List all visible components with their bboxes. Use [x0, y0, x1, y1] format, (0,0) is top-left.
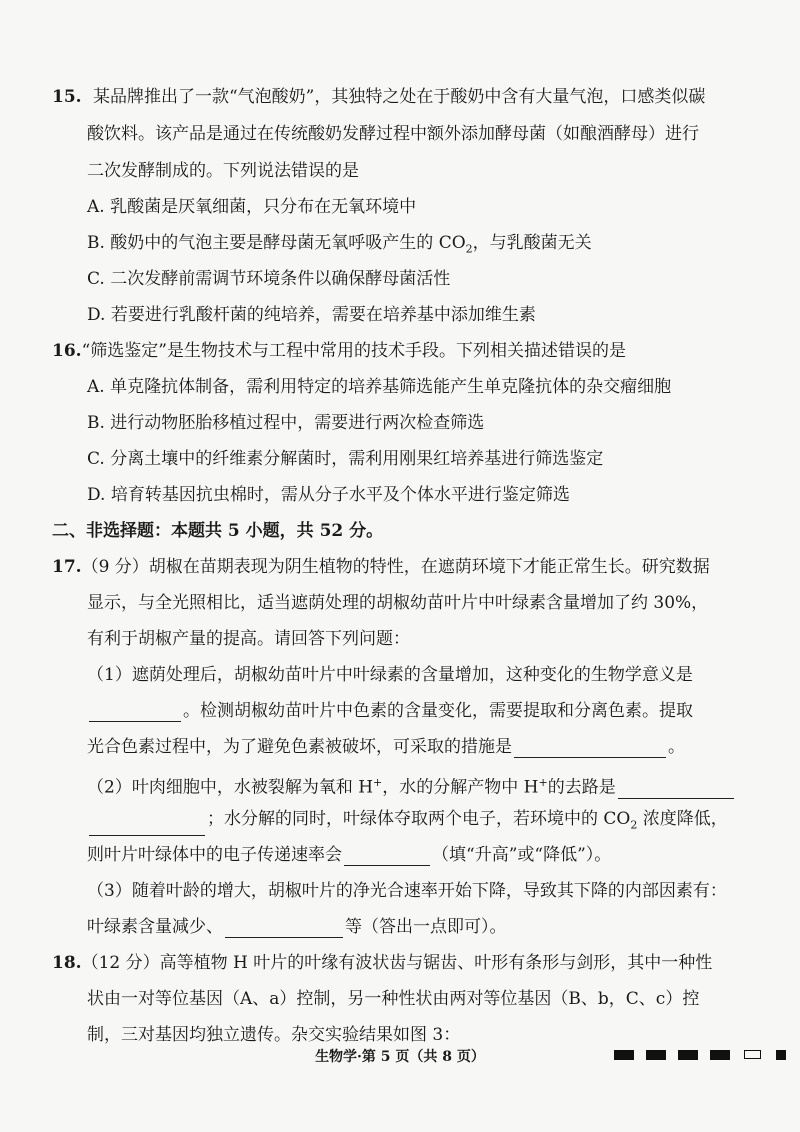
answer-blank[interactable] — [89, 703, 181, 722]
q16-option-b: B. 进行动物胚胎移植过程中，需要进行两次检查筛选 — [87, 413, 485, 433]
q15-option-a: A. 乳酸菌是厌氧细菌，只分布在无氧环境中 — [87, 197, 417, 217]
q17-part2-line-3: 则叶片叶绿体中的电子传递速率会 （填“升高”或“降低”）。 — [87, 845, 612, 865]
q16-number: 16. — [52, 341, 82, 361]
scan-mark — [646, 1050, 666, 1060]
q17-part1-line-1: （1）遮荫处理后，胡椒幼苗叶片中叶绿素的含量增加，这种变化的生物学意义是 — [87, 665, 693, 685]
q15-number: 15. — [52, 87, 82, 107]
q17-stem-line-2: 显示，与全光照相比，适当遮荫处理的胡椒幼苗叶片中叶绿素含量增加了约 30%， — [87, 593, 709, 613]
scan-mark — [614, 1050, 634, 1060]
q17-part3-line-1: （3）随着叶龄的增大，胡椒叶片的净光合速率开始下降，导致其下降的内部因素有： — [87, 881, 727, 901]
scan-mark — [678, 1050, 698, 1060]
answer-blank[interactable] — [344, 847, 430, 866]
q15-option-d: D. 若要进行乳酸杆菌的纯培养，需要在培养基中添加维生素 — [87, 305, 536, 325]
q15-stem-line-1: 15. 某品牌推出了一款“气泡酸奶”，其独特之处在于酸奶中含有大量气泡，口感类似碳 — [52, 87, 706, 107]
page-footer: 生物学·第 5 页（共 8 页） — [315, 1049, 485, 1065]
q17-part2-line-2: ；水分解的同时，叶绿体夺取两个电子，若环境中的 $CO_2$ 浓度降低， — [87, 808, 728, 836]
q16-stem: 16.“筛选鉴定”是生物技术与工程中常用的技术手段。下列相关描述错误的是 — [52, 341, 626, 361]
q16-option-c: C. 分离土壤中的纤维素分解菌时，需利用刚果红培养基进行筛选鉴定 — [87, 449, 604, 469]
q15-option-b: B. 酸奶中的气泡主要是酵母菌无氧呼吸产生的 $CO_2$，与乳酸菌无关 — [87, 233, 592, 256]
q17-part3-line-2: 叶绿素含量减少、 等（答出一点即可）。 — [87, 917, 507, 937]
answer-blank[interactable] — [89, 817, 205, 836]
q17-stem-line-1: 17.（9 分）胡椒在苗期表现为阴生植物的特性，在遮荫环境下才能正常生长。研究数据 — [52, 557, 710, 577]
q17-part1-line-2: 。检测胡椒幼苗叶片中色素的含量变化，需要提取和分离色素。提取 — [87, 700, 693, 722]
q16-option-a: A. 单克隆抗体制备，需利用特定的培养基筛选能产生单克隆抗体的杂交瘤细胞 — [87, 377, 672, 397]
section-2-heading: 二、非选择题：本题共 5 小题，共 52 分。 — [52, 521, 384, 541]
q15-stem-line-3: 二次发酵制成的。下列说法错误的是 — [87, 161, 359, 181]
scan-mark-empty — [744, 1050, 761, 1059]
q15-option-c: C. 二次发酵前需调节环境条件以确保酵母菌活性 — [87, 269, 451, 289]
q17-number: 17. — [52, 557, 82, 577]
scan-mark — [776, 1050, 786, 1060]
answer-blank[interactable] — [618, 780, 734, 799]
q18-number: 18. — [52, 953, 82, 973]
q18-stem-line-3: 制，三对基因均独立遗传。杂交实验结果如图 3： — [87, 1025, 461, 1045]
q17-part2-line-1: （2）叶肉细胞中，水被裂解为氧和 H+，水的分解产物中 H+的去路是 — [87, 772, 736, 799]
q17-part1-line-3: 光合色素过程中，为了避免色素被破坏，可采取的措施是 。 — [87, 737, 685, 757]
answer-blank[interactable] — [514, 739, 666, 758]
answer-blank[interactable] — [225, 919, 343, 938]
q16-option-d: D. 培育转基因抗虫棉时，需从分子水平及个体水平进行鉴定筛选 — [87, 485, 570, 505]
q17-stem-line-3: 有利于胡椒产量的提高。请回答下列问题： — [87, 629, 410, 649]
q18-stem-line-1: 18.（12 分）高等植物 H 叶片的叶缘有波状齿与锯齿、叶形有条形与剑形，其中一种性 — [52, 953, 713, 973]
q18-stem-line-2: 状由一对等位基因（A、a）控制，另一种性状由两对等位基因（B、b，C、c）控 — [87, 989, 700, 1009]
scan-mark — [710, 1050, 730, 1060]
q15-stem-line-2: 酸饮料。该产品是通过在传统酸奶发酵过程中额外添加酵母菌（如酿酒酵母）进行 — [87, 124, 699, 144]
